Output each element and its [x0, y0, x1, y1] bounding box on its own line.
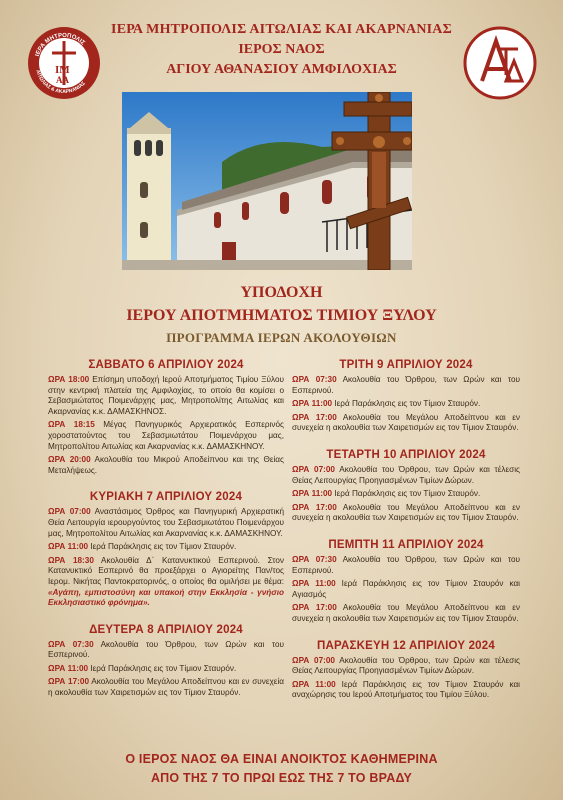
entry-time: ΩΡΑ 18:00 [48, 375, 90, 384]
entry-text: Ακολουθία του Μεγάλου Αποδείπνου και εν συνεχεία η ακολουθία των Χαιρετισμών εις τον Τίμιον Σταυρόν. [292, 412, 521, 433]
entry-time: ΩΡΑ 11:00 [292, 489, 333, 499]
schedule-left-column [48, 358, 284, 702]
schedule-entry [48, 455, 284, 476]
schedule-entry [48, 375, 284, 417]
entry-quote: «Αγάπη, εμπιστοσύνη και υπακοή στην Εκκλησία - γνήσιο Εκκλησιαστικό φρόνημα». [48, 587, 284, 608]
schedule-entry [292, 680, 520, 701]
schedule-entry [292, 579, 520, 600]
church-photo-with-cross [122, 92, 412, 270]
schedule-entry [48, 556, 284, 609]
entry-text: Ακολουθία του Μεγάλου Αποδείπνου και εν συνεχεία η ακολουθία των Χαιρετισμών εις τον Τίμιον Σταυρόν. [292, 603, 521, 623]
schedule-entry [292, 413, 520, 434]
svg-text:ΑΑ: ΑΑ [56, 75, 69, 85]
schedule-entry [292, 656, 520, 677]
schedule-entry [292, 375, 520, 396]
entry-text: Ιερά Παράκλησις εις τον Τίμιον Σταυρόν και αναχώρησις του Ιερού Αποτμήματος του Τιμίου Ξύλου. [292, 679, 520, 700]
schedule-entry [48, 677, 284, 698]
title-line-1: ΥΠΟΔΟΧΗ [240, 284, 323, 301]
header-line-2: ΙΕΡΟΣ ΝΑΟΣ [238, 42, 325, 57]
entry-text: Αναστάσιμος Όρθρος και Πανηγυρική Αρχιερατική Θεία Λειτουργία ιερουργούντος του Σεβασμιωτάτου Ποιμενάρχου μας, Μητροπολίτου Αιτωλίας και Ακαρνανίας κ.κ. ΔΑΜΑΣΚΗΝΟΥ. [48, 507, 284, 538]
day-heading: ΚΥΡΙΑΚΗ 7 ΑΠΡΙΛΙΟΥ 2024 [89, 491, 243, 504]
header-line-3: ΑΓΙΟΥ ΑΘΑΝΑΣΙΟΥ ΑΜΦΙΛΟΧΙΑΣ [166, 62, 397, 77]
entry-text: Ακολουθία του Όρθρου, των Ωρών και του Εσπερινού. [48, 639, 284, 660]
metropolis-seal-icon [26, 25, 102, 101]
entry-text: Μέγας Πανηγυρικός Αρχιερατικός Εσπερινός χοροστατούντος του Σεβασμιωτάτου Ποιμενάρχου μας, Μητροπολίτου Αιτωλίας και Ακαρνανίας κ.κ. ΔΑΜΑΣΚΗΝΟΥ. [48, 420, 284, 451]
entry-time: ΩΡΑ 11:00 [292, 679, 336, 689]
day-heading: ΤΕΤΑΡΤΗ 10 ΑΠΡΙΛΙΟΥ 2024 [326, 448, 486, 461]
entry-text: Ιερά Παράκλησις εις τον Τίμιον Σταυρόν. [88, 663, 237, 673]
entry-text: Επίσημη υποδοχή Ιερού Αποτμήματος Τιμίου Ξύλου στην κεντρική πλατεία της Αμφιλοχίας, το οποίο θα κομίσει ο Σεβασμιώτατος Ποιμενάρχης μας, Μητροπολίτης Αιτωλίας και Ακαρνανίας κ.κ. ΔΑΜΑΣΚΗΝΟΣ. [48, 375, 284, 416]
entry-time: ΩΡΑ 07:30 [292, 375, 337, 384]
schedule-entry [48, 507, 284, 539]
entry-text: Ακολουθία του Μεγάλου Αποδείπνου και εν συνεχεία η ακολουθία των Χαιρετισμών εις τον Τίμιον Σταυρόν. [292, 502, 521, 523]
entry-text: Ακολουθία Δ΄ Κατανυκτικού Εσπερινού. Στον Κατανυκτικό Εσπερινό θα προεξάρχει ο Αγιορείτης Παν/τος Ιερομ. Νικήτας Παντοκρατορινός, ο οποίος θα ομιλήσει με θέμα: [48, 555, 285, 586]
header-line-1: ΙΕΡΑ ΜΗΤΡΟΠΟΛΙΣ ΑΙΤΩΛΙΑΣ ΚΑΙ ΑΚΑΡΝΑΝΙΑΣ [111, 22, 452, 37]
schedule-entry [292, 465, 520, 486]
entry-time: ΩΡΑ 07:00 [48, 507, 91, 517]
schedule-entry [48, 664, 284, 675]
schedule-entry [292, 603, 520, 624]
day-heading: ΤΡΙΤΗ 9 ΑΠΡΙΛΙΟΥ 2024 [339, 359, 473, 371]
entry-time: ΩΡΑ 11:00 [292, 579, 336, 589]
entry-time: ΩΡΑ 11:00 [292, 399, 333, 409]
svg-text:ΙΜ: ΙΜ [55, 64, 70, 76]
entry-time: ΩΡΑ 07:30 [48, 639, 94, 649]
entry-time: ΩΡΑ 17:00 [48, 677, 89, 687]
entry-text: Ακολουθία του Μεγάλου Αποδείπνου και εν συνεχεία η ακολουθία των Χαιρετισμών εις τον Τίμιον Σταυρόν. [48, 677, 284, 698]
day-heading: ΠΕΜΠΤΗ 11 ΑΠΡΙΛΙΟΥ 2024 [328, 538, 484, 551]
schedule-entry [292, 399, 520, 410]
schedule-entry [48, 640, 284, 661]
entry-text: Ακολουθία του Όρθρου, των Ωρών και τέλεσις Θείας Λειτουργίας Προηγιασμένων Τιμίων Δώρων. [292, 464, 520, 485]
entry-time: ΩΡΑ 17:00 [292, 502, 337, 512]
entry-time: ΩΡΑ 18:30 [48, 555, 94, 565]
entry-text: Ιερά Παράκλησις εις τον Τίμιον Σταυρόν. [332, 489, 481, 499]
entry-text: Ιερά Παράκλησις εις τον Τίμιον Σταυρόν και Αγιασμός [292, 579, 520, 599]
schedule-entry [48, 542, 284, 553]
entry-time: ΩΡΑ 07:30 [292, 554, 337, 564]
entry-time: ΩΡΑ 07:00 [292, 655, 335, 665]
schedule-entry [292, 503, 520, 524]
svg-text:ΑΙΤΩΛΙΑΣ & ΑΚΑΡΝΑΝΙΑΣ: ΑΙΤΩΛΙΑΣ & ΑΚΑΡΝΑΝΙΑΣ [34, 69, 87, 96]
title-line-2: ΙΕΡΟΥ ΑΠΟΤΜΗΜΑΤΟΣ ΤΙΜΙΟΥ ΞΥΛΟΥ [126, 307, 437, 324]
entry-text: Ιερά Παράκλησις εις τον Τίμιον Σταυρόν. [332, 399, 481, 409]
entry-time: ΩΡΑ 17:00 [292, 412, 337, 422]
title-line-3: ΠΡΟΓΡΑΜΜΑ ΙΕΡΩΝ ΑΚΟΛΟΥΘΙΩΝ [166, 330, 397, 345]
entry-time: ΩΡΑ 18:15 [48, 420, 95, 430]
schedule-entry [48, 420, 284, 452]
footer-line-1: Ο ΙΕΡΟΣ ΝΑΟΣ ΘΑ ΕΙΝΑΙ ΑΝΟΙΚΤΟΣ ΚΑΘΗΜΕΡΙΝΑ [125, 752, 438, 766]
footer-line-2: ΑΠΟ ΤΗΣ 7 ΤΟ ΠΡΩΙ ΕΩΣ ΤΗΣ 7 ΤΟ ΒΡΑΔΥ [150, 771, 413, 785]
day-heading: ΣΑΒΒΑΤΟ 6 ΑΠΡΙΛΙΟΥ 2024 [88, 359, 244, 371]
entry-text: Ιερά Παράκλησις εις τον Τίμιον Σταυρόν. [88, 542, 237, 552]
schedule-right-column [292, 358, 520, 704]
svg-text:ΙΕΡΑ ΜΗΤΡΟΠΟΛΙΣ: ΙΕΡΑ ΜΗΤΡΟΠΟΛΙΣ [34, 32, 86, 58]
entry-time: ΩΡΑ 17:00 [292, 603, 337, 613]
entry-time: ΩΡΑ 11:00 [48, 542, 89, 552]
entry-text: Ακολουθία του Μικρού Αποδείπνου και της Θείας Μεταλήψεως. [48, 455, 284, 475]
monogram-logo-icon [462, 25, 538, 101]
entry-time: ΩΡΑ 11:00 [48, 663, 89, 673]
entry-time: ΩΡΑ 20:00 [48, 455, 91, 465]
day-heading: ΔΕΥΤΕΡΑ 8 ΑΠΡΙΛΙΟΥ 2024 [89, 623, 243, 636]
entry-text: Ακολουθία του Όρθρου, των Ωρών και του Εσπερινού. [292, 554, 520, 575]
day-heading: ΠΑΡΑΣΚΕΥΗ 12 ΑΠΡΙΛΙΟΥ 2024 [317, 639, 495, 652]
entry-time: ΩΡΑ 07:00 [292, 464, 335, 474]
schedule-entry [292, 489, 520, 500]
schedule-entry [292, 555, 520, 576]
entry-text: Ακολουθία του Όρθρου, των Ωρών και τέλεσις Θείας Λειτουργίας Προηγιασμένων Τιμίων Δώρων. [292, 655, 520, 676]
entry-text: Ακολουθία του Όρθρου, των Ωρών και του Εσπερινού. [292, 375, 520, 395]
